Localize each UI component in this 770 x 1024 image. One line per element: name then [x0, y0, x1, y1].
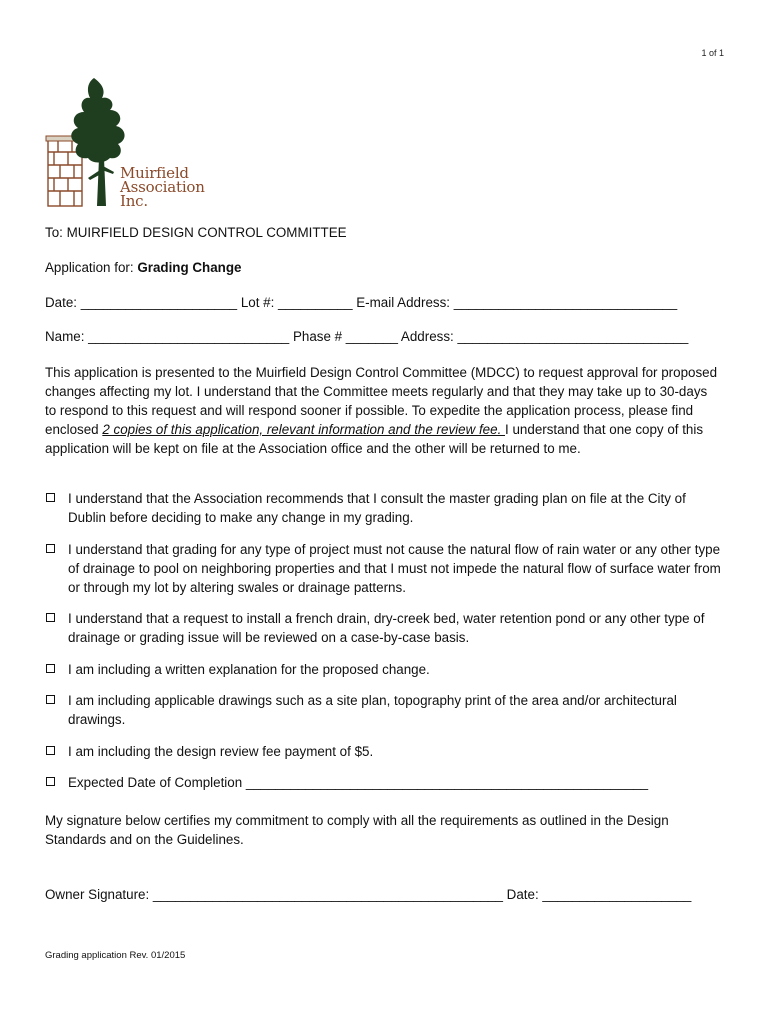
certification-paragraph: My signature below certifies my commitment to comply with all the requirements as outlined in the Design Standards and on the Guidelines. — [45, 813, 669, 847]
checkbox[interactable] — [46, 664, 55, 673]
checkbox[interactable] — [46, 695, 55, 704]
checklist-item — [45, 773, 721, 792]
footer-revision: Grading application Rev. 01/2015 — [45, 950, 186, 961]
checkbox[interactable] — [46, 777, 55, 786]
application-type: Grading Change — [137, 260, 242, 275]
logo-line-1: Muirfield — [120, 164, 189, 182]
date-lot-email-line[interactable]: Date: _____________________ Lot #: __________ E-mail Address: ______________________________ — [45, 295, 678, 310]
owner-signature-line[interactable]: Owner Signature: _______________________________________________ Date: ____________________ — [45, 887, 692, 902]
expected-completion-field[interactable]: Expected Date of Completion ______________________________________________________ — [68, 775, 649, 790]
checklist-item — [45, 691, 721, 729]
checklist-text: I am including a written explanation for the proposed change. — [68, 662, 430, 677]
checklist-text: I am including applicable drawings such as a site plan, topography print of the area and/or architectural drawings. — [68, 693, 677, 727]
logo-wordmark — [120, 166, 205, 208]
muirfield-logo — [44, 74, 224, 210]
intro-part-2: I understand that one copy of this application will be kept on file at the Association office and the other will be returned to me. — [45, 422, 704, 456]
checklist-text: I understand that the Association recommends that I consult the master grading plan on file at the City of Dublin before deciding to make any change in my grading. — [68, 491, 686, 525]
intro-part-1: This application is presented to the Muirfield Design Control Committee (MDCC) to request approval for proposed changes affecting my lot. I understand that the Committee meets regularly and that they may take up to 30-days to respond to this request and will respond sooner if possible. To expedite the application process, please find enclosed — [45, 365, 718, 437]
checklist-item — [45, 742, 721, 761]
intro-paragraph — [45, 363, 721, 458]
application-for-line — [45, 260, 241, 275]
logo-line-3: Inc. — [120, 192, 148, 210]
checklist-item — [45, 540, 721, 597]
checkbox[interactable] — [46, 544, 55, 553]
checklist-item — [45, 609, 721, 647]
name-phase-address-line[interactable]: Name: ___________________________ Phase # _______ Address: _______________________________ — [45, 329, 689, 344]
application-label: Application for: — [45, 260, 134, 275]
logo-line-2: Association — [120, 178, 205, 196]
checkbox[interactable] — [46, 613, 55, 622]
page-number: 1 of 1 — [701, 48, 724, 58]
intro-emphasis: 2 copies of this application, relevant information and the review fee. — [102, 422, 506, 437]
checklist-text: I am including the design review fee payment of $5. — [68, 744, 374, 759]
checkbox[interactable] — [46, 746, 55, 755]
checklist-item — [45, 660, 721, 679]
checklist-text: I understand that a request to install a french drain, dry-creek bed, water retention pond or any other type of drainage or grading issue will be reviewed on a case-by-case basis. — [68, 611, 705, 645]
checklist-text: I understand that grading for any type of project must not cause the natural flow of rain water or any other type of drainage to pool on neighboring properties and that I must not impede the natural flow of surface water from or through my lot by altering swales or drainage patterns. — [68, 542, 721, 595]
to-line: To: MUIRFIELD DESIGN CONTROL COMMITTEE — [45, 225, 347, 240]
checklist-item — [45, 489, 721, 527]
checkbox[interactable] — [46, 493, 55, 502]
